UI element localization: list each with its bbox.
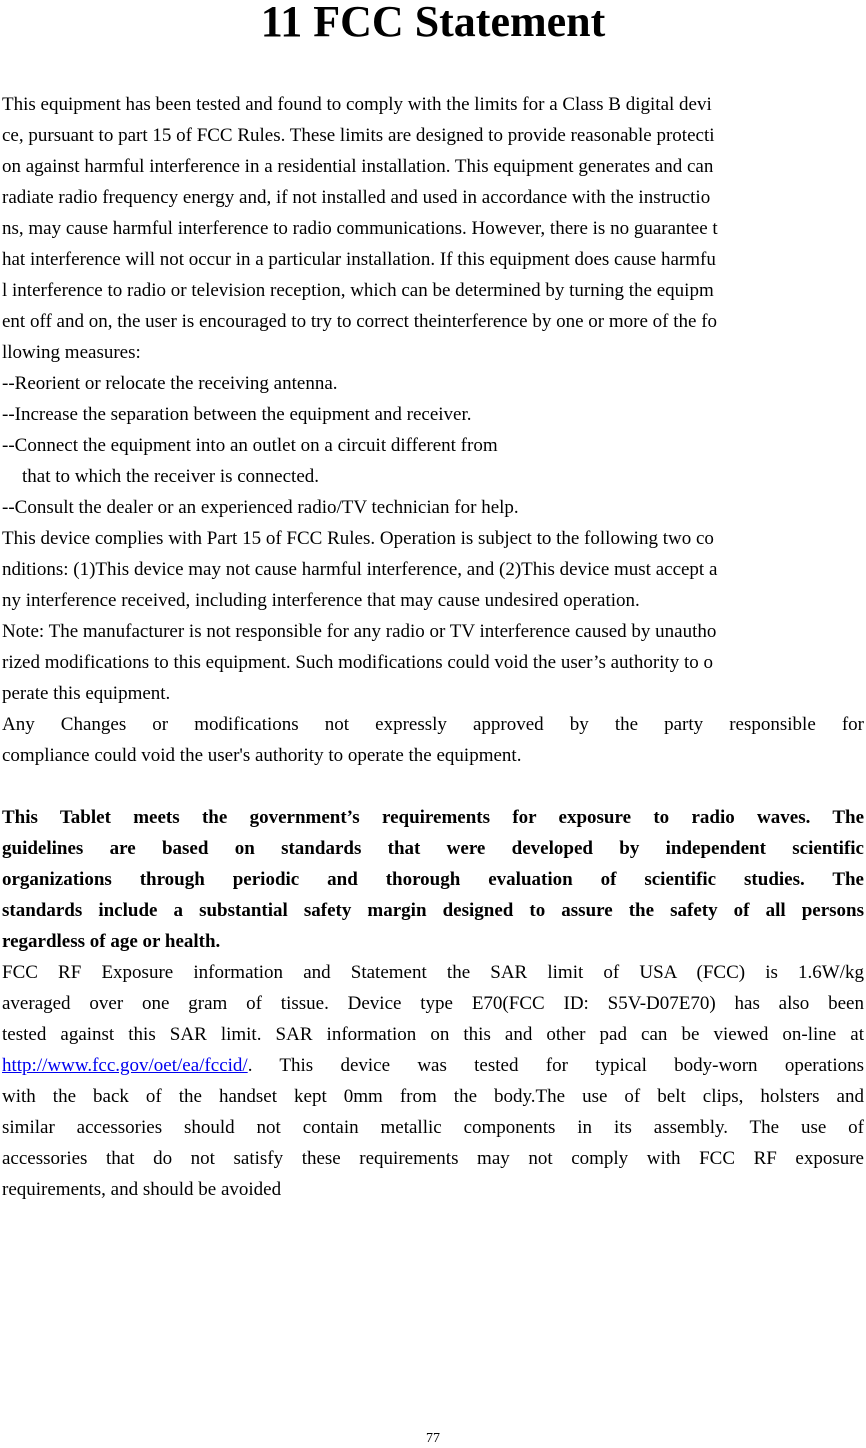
page-title: 11 FCC Statement xyxy=(260,0,606,46)
note-paragraph xyxy=(2,616,864,709)
text-line: This equipment has been tested and found to comply with the limits for a Class B digital devi xyxy=(2,94,712,115)
blank-line xyxy=(2,771,864,802)
text-line: l interference to radio or television reception, which can be determined by turning the equipm xyxy=(2,280,714,301)
list-item: --Reorient or relocate the receiving antenna. xyxy=(2,373,338,394)
text-line: with the back of the handset kept 0mm from the body.The use of belt clips, holsters and xyxy=(2,1086,864,1107)
text-line: accessories that do not satisfy these requirements may not comply with FCC RF exposure xyxy=(2,1148,864,1169)
text-line: llowing measures: xyxy=(2,342,141,363)
fcc-id-link[interactable]: http://www.fcc.gov/oet/ea/fccid/ xyxy=(2,1055,248,1076)
text-span: . This device was tested for typical body-worn operations xyxy=(247,1055,864,1076)
text-line: ce, pursuant to part 15 of FCC Rules. These limits are designed to provide reasonable protecti xyxy=(2,125,715,146)
text-line: tested against this SAR limit. SAR information on this and other pad can be viewed on-line at xyxy=(2,1024,864,1045)
text-line: guidelines are based on standards that were developed by independent scientific xyxy=(2,838,864,859)
text-line: rized modifications to this equipment. Such modifications could void the user’s authority to o xyxy=(2,652,713,673)
text-line: regardless of age or health. xyxy=(2,931,221,952)
text-line: ent off and on, the user is encouraged to try to correct theinterference by one or more of the fo xyxy=(2,311,718,332)
measures-list xyxy=(2,368,864,523)
text-line: on against harmful interference in a residential installation. This equipment generates and can xyxy=(2,156,714,177)
text-line: ns, may cause harmful interference to radio communications. However, there is no guarantee t xyxy=(2,218,718,239)
text-line: nditions: (1)This device may not cause harmful interference, and (2)This device must accept a xyxy=(2,559,718,580)
text-line: radiate radio frequency energy and, if not installed and used in accordance with the instructio xyxy=(2,187,711,208)
changes-paragraph xyxy=(2,709,864,771)
sar-paragraph xyxy=(2,957,864,1205)
text-line: perate this equipment. xyxy=(2,683,171,704)
text-line: This device complies with Part 15 of FCC Rules. Operation is subject to the following two co xyxy=(2,528,714,549)
statement-body xyxy=(2,89,864,1205)
text-line: requirements, and should be avoided xyxy=(2,1179,282,1200)
text-line: compliance could void the user's authority to operate the equipment. xyxy=(2,745,522,766)
list-item: --Consult the dealer or an experienced radio/TV technician for help. xyxy=(2,497,519,518)
text-line: similar accessories should not contain metallic components in its assembly. The use of xyxy=(2,1117,864,1138)
part15-paragraph xyxy=(2,523,864,616)
text-line: hat interference will not occur in a particular installation. If this equipment does cause harmfu xyxy=(2,249,716,270)
text-line: averaged over one gram of tissue. Device type E70(FCC ID: S5V-D07E70) has also been xyxy=(2,993,864,1014)
text-line: Any Changes or modifications not expressly approved by the party responsible for xyxy=(2,714,864,735)
text-line: This Tablet meets the government’s requirements for exposure to radio waves. The xyxy=(2,807,864,828)
list-item: --Connect the equipment into an outlet on a circuit different from xyxy=(2,435,498,456)
list-item-continuation: that to which the receiver is connected. xyxy=(22,466,320,487)
text-line: organizations through periodic and thorough evaluation of scientific studies. The xyxy=(2,869,864,890)
text-line: FCC RF Exposure information and Statement the SAR limit of USA (FCC) is 1.6W/kg xyxy=(2,962,864,983)
list-item: --Increase the separation between the equipment and receiver. xyxy=(2,404,472,425)
text-line: standards include a substantial safety margin designed to assure the safety of all persons xyxy=(2,900,864,921)
page-number: 77 xyxy=(426,1431,440,1446)
text-line: Note: The manufacturer is not responsible for any radio or TV interference caused by unautho xyxy=(2,621,717,642)
text-line-with-link xyxy=(2,1050,864,1081)
text-line: ny interference received, including interference that may cause undesired operation. xyxy=(2,590,640,611)
compliance-paragraph xyxy=(2,89,864,368)
rf-exposure-bold-paragraph xyxy=(2,802,864,957)
